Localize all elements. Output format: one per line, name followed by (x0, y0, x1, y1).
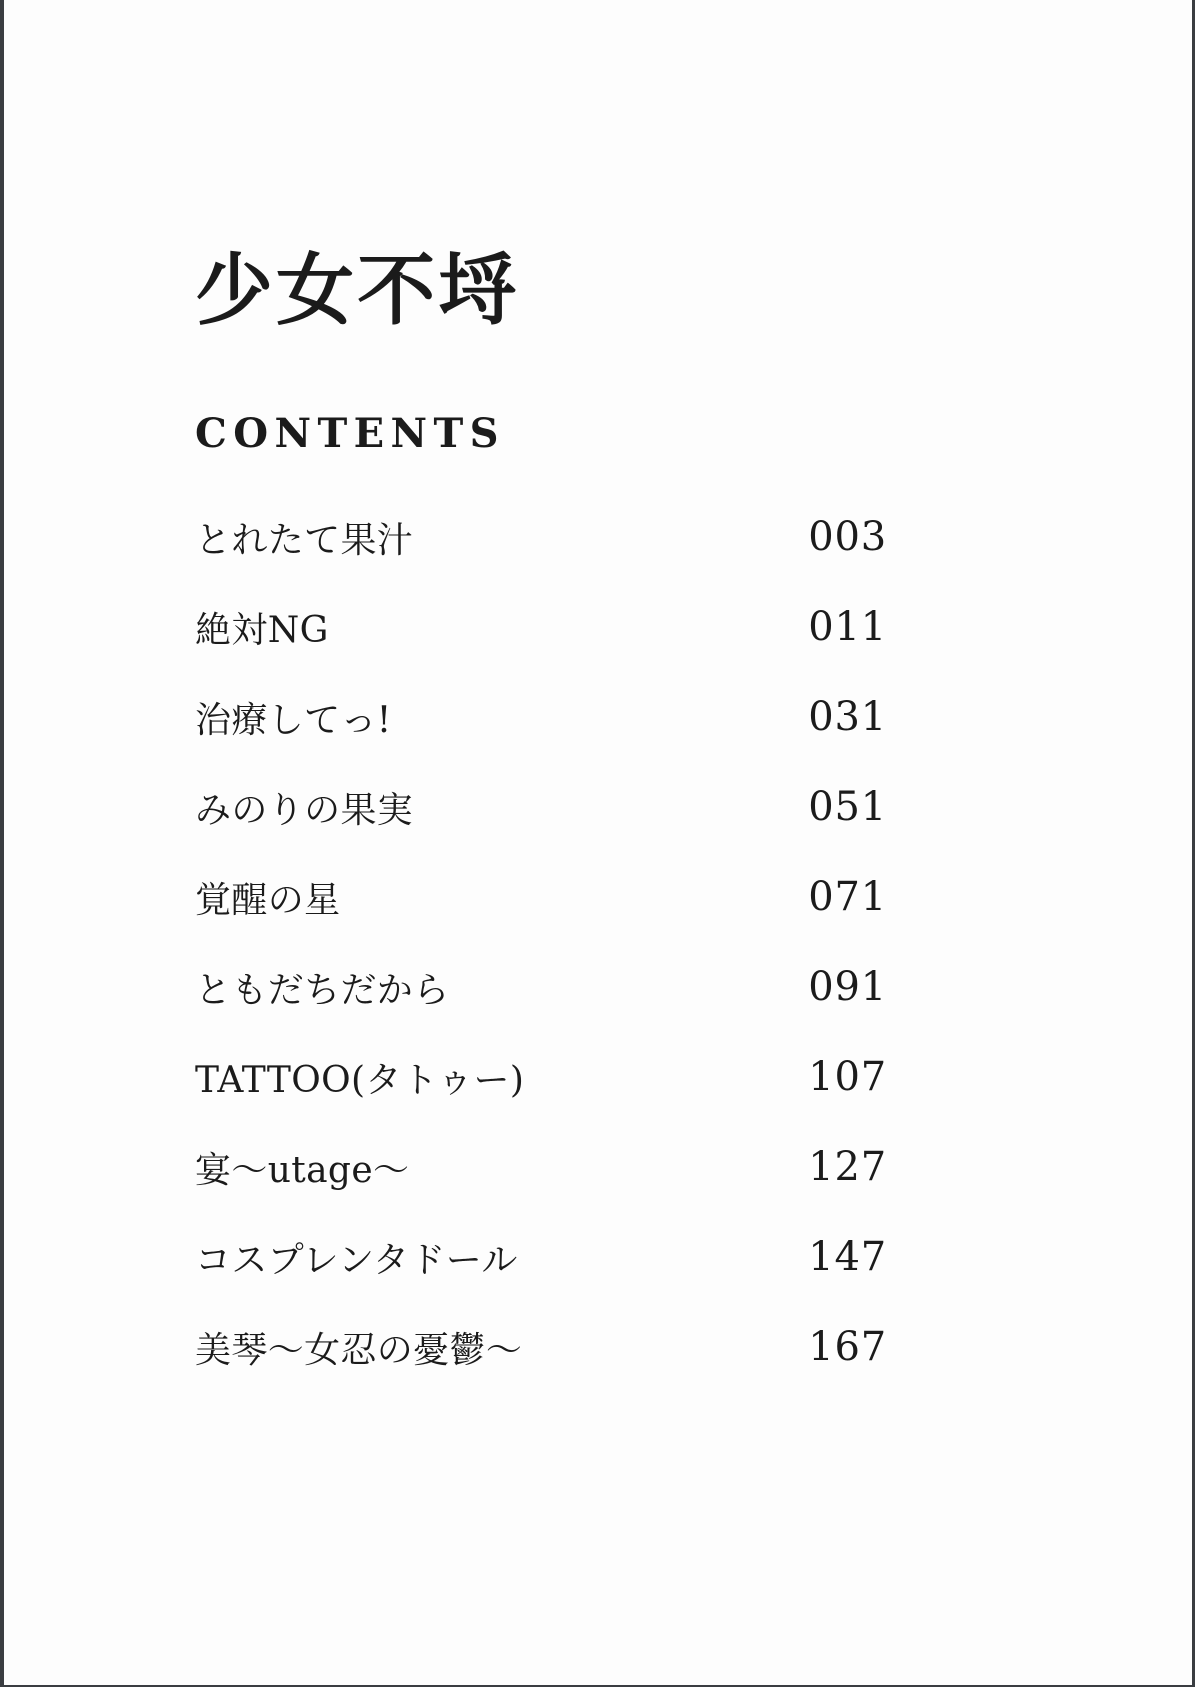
toc-entry-page-number: 051 (808, 784, 887, 830)
toc-entry-page-number: 127 (808, 1144, 887, 1190)
toc-entry-title: みのりの果実 (195, 789, 414, 831)
toc-entry-page-number: 031 (808, 694, 887, 740)
toc-entry-title: 美琴〜女忍の憂鬱〜 (195, 1329, 523, 1371)
toc-entry-page-number: 147 (808, 1234, 887, 1280)
book-title: 少女不埒 (195, 245, 520, 336)
toc-entry-page-number: 107 (808, 1054, 887, 1100)
toc-entry (195, 582, 887, 672)
toc-entry-page-number: 071 (808, 874, 887, 920)
toc-entry-title: TATTOO(タトゥー) (195, 1059, 525, 1101)
toc-page (195, 0, 887, 1392)
toc-entry-page-number: 003 (808, 514, 887, 560)
contents-heading: CONTENTS (195, 410, 505, 457)
toc-entry (195, 1122, 887, 1212)
toc-entry-page-number: 011 (808, 604, 887, 650)
toc-entry-title: とれたて果汁 (195, 519, 414, 561)
toc-entry-title: コスプレンタドール (195, 1239, 518, 1281)
toc-entry (195, 1302, 887, 1392)
toc-entry (195, 762, 887, 852)
toc-entry (195, 1212, 887, 1302)
toc-entry (195, 852, 887, 942)
toc-entry (195, 492, 887, 582)
toc-entry-title: 宴〜utage〜 (195, 1149, 410, 1191)
toc-entry-title: 覚醒の星 (195, 879, 341, 921)
page-left-edge (0, 0, 4, 1687)
toc-list (195, 492, 887, 1392)
toc-entry-page-number: 091 (808, 964, 887, 1010)
toc-entry-title: ともだちだから (195, 969, 450, 1011)
toc-entry-title: 治療してっ! (195, 699, 392, 741)
toc-entry (195, 942, 887, 1032)
toc-entry (195, 672, 887, 762)
toc-entry-page-number: 167 (808, 1324, 887, 1370)
toc-entry-title: 絶対NG (195, 609, 329, 651)
toc-entry (195, 1032, 887, 1122)
